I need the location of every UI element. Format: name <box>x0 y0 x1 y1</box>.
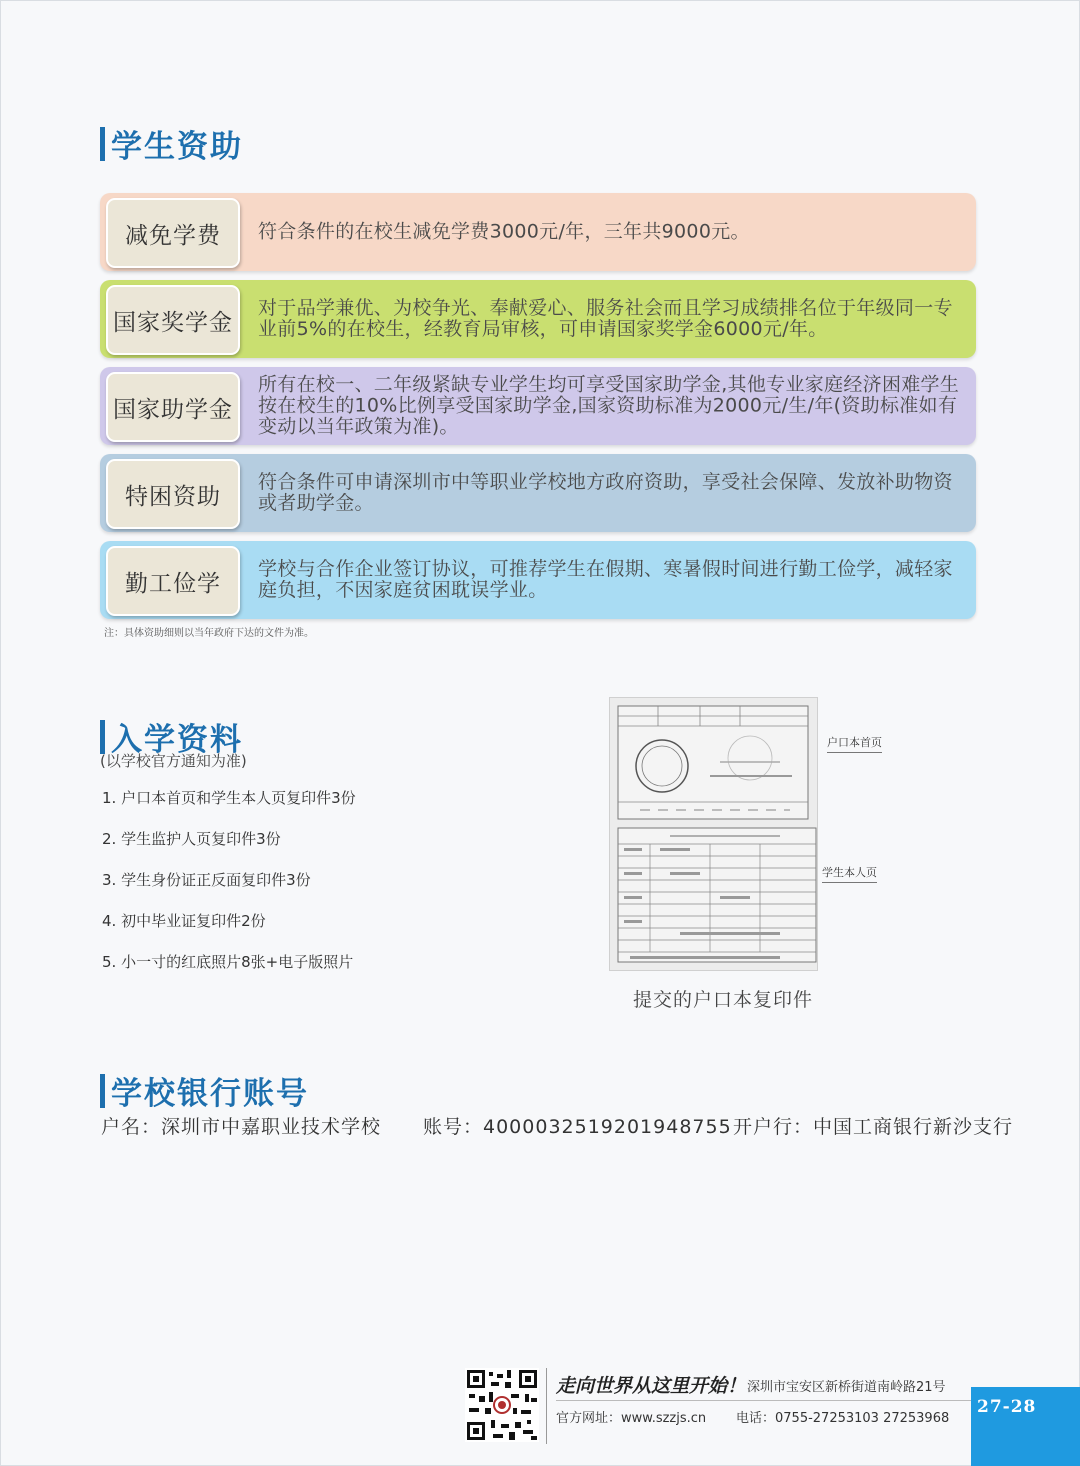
image-caption: 提交的户口本复印件 <box>633 989 814 1011</box>
list-item: 2. 学生监护人页复印件3份 <box>102 830 281 848</box>
title-bar <box>100 1074 105 1108</box>
footer-slogan: 走向世界从这里开始！ <box>556 1375 747 1397</box>
aid-card-tuition <box>100 193 976 271</box>
list-item: 5. 小一寸的红底照片8张+电子版照片 <box>102 953 354 971</box>
aid-card-scholarship <box>100 280 976 358</box>
enroll-title-text: 入学资料 <box>111 722 243 758</box>
hukou-copy-image <box>609 697 818 971</box>
title-bar <box>100 127 105 161</box>
aid-card-grant <box>100 367 976 445</box>
aid-section-title <box>100 121 243 166</box>
callout-first-page: 户口本首页 <box>827 734 882 753</box>
aid-label: 特困资助 <box>106 459 240 529</box>
list-item: 1. 户口本首页和学生本人页复印件3份 <box>102 789 356 807</box>
aid-label: 国家助学金 <box>106 372 240 442</box>
aid-label: 减免学费 <box>106 198 240 268</box>
aid-desc: 学校与合作企业签订协议，可推荐学生在假期、寒暑假时间进行勤工俭学，减轻家庭负担，不因家庭贫困耽误学业。 <box>258 558 953 601</box>
aid-title-text: 学生资助 <box>111 129 243 165</box>
bank-account-name: 户名：深圳市中嘉职业技术学校 <box>101 1116 382 1138</box>
aid-list <box>100 193 976 628</box>
aid-note: 注：具体资助细则以当年政府下达的文件为准。 <box>104 628 314 639</box>
aid-desc: 对于品学兼优、为校争光、奉献爱心、服务社会而且学习成绩排名位于年级同一专业前5%的在校生，经教育局审核，可申请国家奖学金6000元/年。 <box>258 297 953 340</box>
aid-card-hardship <box>100 454 976 532</box>
footer-website: 官方网址：www.szzjs.cn <box>556 1411 707 1426</box>
footer-rule <box>556 1400 972 1401</box>
callout-student-page: 学生本人页 <box>822 864 877 883</box>
list-item: 3. 学生身份证正反面复印件3份 <box>102 871 311 889</box>
footer-divider <box>546 1368 547 1444</box>
bank-section-title <box>100 1068 309 1113</box>
bank-title-text: 学校银行账号 <box>111 1076 309 1112</box>
enroll-subtitle: (以学校官方通知为准) <box>100 752 247 770</box>
aid-label: 国家奖学金 <box>106 285 240 355</box>
aid-desc: 符合条件的在校生减免学费3000元/年，三年共9000元。 <box>258 220 750 243</box>
aid-desc: 所有在校一、二年级紧缺专业学生均可享受国家助学金,其他专业家庭经济困难学生按在校生的10%比例享受国家助学金,国家资助标准为2000元/生/年(资助标准如有变动以当年政策为准)。 <box>258 373 960 438</box>
aid-desc: 符合条件可申请深圳市中等职业学校地方政府资助，享受社会保障、发放补助物资或者助学金。 <box>258 471 953 514</box>
requirement-list <box>102 787 356 992</box>
title-bar <box>100 720 105 754</box>
footer-phone: 电话：0755-27253103 27253968 <box>736 1411 950 1426</box>
bank-account-number: 账号：4000032519201948755 <box>423 1116 732 1138</box>
aid-label: 勤工俭学 <box>106 546 240 616</box>
bank-name: 开户行：中国工商银行新沙支行 <box>733 1116 1014 1138</box>
qr-code-icon <box>465 1368 539 1442</box>
page-number: 27-28 <box>977 1397 1037 1417</box>
hukou-copy-drawing <box>610 698 817 970</box>
list-item: 4. 初中毕业证复印件2份 <box>102 912 266 930</box>
page-number-tab <box>971 1387 1080 1466</box>
aid-card-work-study <box>100 541 976 619</box>
footer-address: 深圳市宝安区新桥街道南岭路21号 <box>747 1380 946 1395</box>
